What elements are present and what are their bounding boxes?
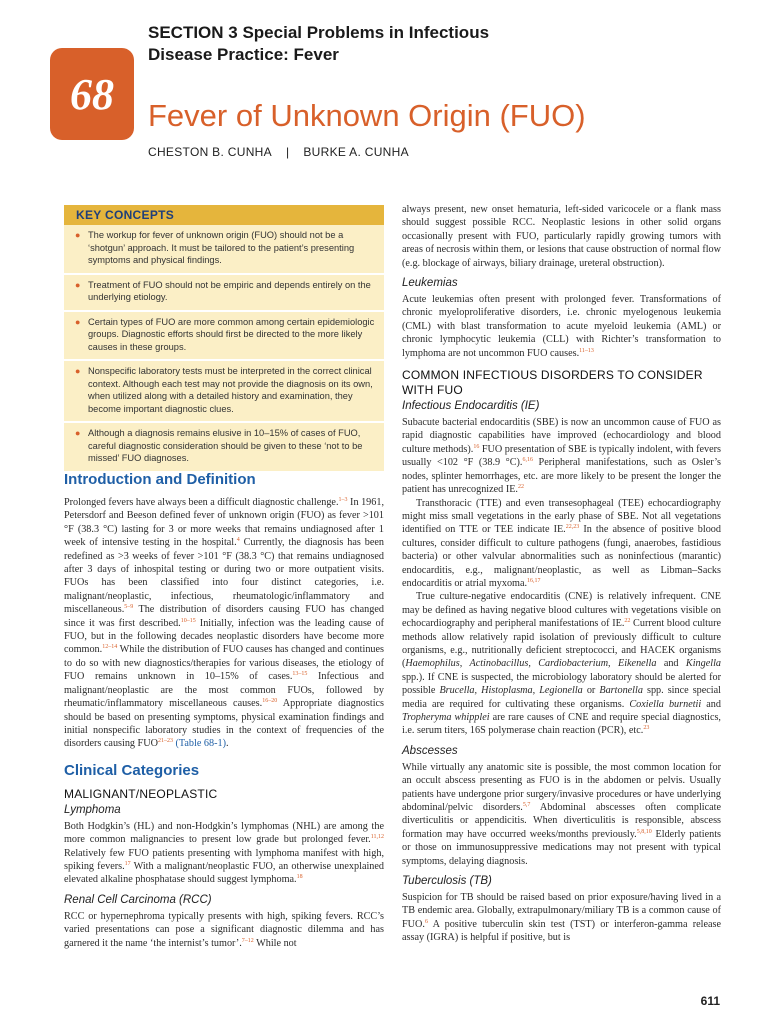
key-concept-item: ● Certain types of FUO are more common among certain epidemiologic groups. Diagnostic efforts should first be directed to the more likely causes in these groups. <box>64 312 384 362</box>
malignant-heading: MALIGNANT/NEOPLASTIC <box>64 786 218 801</box>
ie-paragraph-1: Subacute bacterial endocarditis (SBE) is now an uncommon cause of FUO as rapid diagnostic capabilities have improved (echocardiology and blood culture methods).$^{16}$ FUO presentation of SBE is typically indolent, with fevers usually <102 °F (38.9 °C).$^{6,16}$ Peripheral manifestations, such as Osler’s nodes, splinter hemorrhages, etc. are more likely to be present the longer the patient has unrecognized IE.$^{22}$ <box>402 417 722 496</box>
intro-heading: Introduction and Definition <box>64 471 256 488</box>
author-2: BURKE A. CUNHA <box>303 145 409 159</box>
chapter-title: Fever of Unknown Origin (FUO) <box>148 98 586 133</box>
ie-paragraph-3: True culture-negative endocarditis (CNE) is relatively infrequent. CNE may be defined as having negative blood cultures with vegetations visible on echocardiography and peripheral manifestations of IE.$^{22}$ Current blood culture methods allow relatively rapid isolation of previously difficult to culture organisms, e.g., nutritionally deficient streptococci, and HACEK organisms (Haemophilus, Actinobacillus, Cardiobacterium, Eikenella and Kingella spp.). If CNE is suspected, the microbiology laboratory should be alerted for possible Brucella, Histoplasma, Legionella or Bartonella spp. since special media are required for cultivating these organisms. Coxiella burnetii and Tropheryma whipplei are rare causes of CNE and require special diagnostics, i.e. serum titers, 16S polymerase chain reaction (PCR), etc.$^{23}$ <box>402 591 722 737</box>
rcc-heading: Renal Cell Carcinoma (RCC) <box>64 893 212 906</box>
right-column <box>402 203 721 945</box>
bullet-icon: ● <box>75 428 81 438</box>
ie-paragraph-2: Transthoracic (TTE) and even transesophageal (TEE) echocardiography might miss small vegetations in the early phase of SBE. Not all vegetations identified on TTE or TEE indicate IE.$^{22,23}$ In the absence of positive blood cultures, consider difficult to culture pathogens (fungi, anaerobes, fastidious bacteria) or other valvular abnormalities such as noninfectious (marantic) endocarditis, e.g., malignant/neoplastic, as well as Libman–Sacks endocarditis or atrial myxoma.$^{16,17}$ <box>402 497 721 589</box>
bullet-icon: ● <box>75 279 81 290</box>
intro-paragraph: Prolonged fevers have always been a difficult diagnostic challenge.$^{1-3}$ In 1961, Petersdorf and Beeson defined fever of unknown origin (FUO) as fever >101 °F (38.3 °C) lasting for 3 or more weeks that remains undiagnosed after 1 week of intensive testing in the hospital.$^4$ Currently, the diagnosis has been redefined as >3 weeks of fever >101 °F (38.3 °C) that remains undiagnosed after 3 days of inhospital testing or during two or more outpatient visits. FUOs has been classified into four distinct categories, i.e. malignant/neoplastic, infectious, rheumatologic/inflammatory and miscellaneous.$^{5-9}$ The distribution of disorders causing FUO has changed since it was first described.$^{10-15}$ Initially, infection was the leading cause of FUO, but in the following decades neoplastic disorders have become more common.$^{12-14}$ While the distribution of FUO causes has changed and continues to do so with new diagnostics/therapies for various diseases, the etiology of FUO remains unknown in 10–15% of cases.$^{13-15}$ Infectious and malignant/neoplastic are the most common FUOs, followed by rheumatic/inflammatory miscellaneous causes.$^{16-20}$ Appropriate diagnostics should be based on presenting symptoms, physical examination findings and initial nonspecific laboratory studies in the context of frequencies of the disorders causing FUO$^{21-23}$ (Table 68-1). <box>64 497 385 750</box>
bullet-icon: ● <box>75 316 81 327</box>
key-concepts-box <box>64 205 384 473</box>
leukemias-heading: Leukemias <box>402 277 458 290</box>
clinical-categories-heading: Clinical Categories <box>64 761 200 779</box>
abscesses-heading: Abscesses <box>402 744 458 757</box>
infectious-disorders-heading: COMMON INFECTIOUS DISORDERS TO CONSIDER WITH FUO <box>402 368 703 398</box>
lymphoma-paragraph: Both Hodgkin’s (HL) and non-Hodgkin’s lymphomas (NHL) are among the more common malignancies to present low grade but prolonged fever.$^{11,12}$ Relatively few FUO patients presenting with lymphoma manifest with high, spiking fevers.$^{17}$ With a malignant/neoplastic FUO, an otherwise unexplained elevated alkaline phosphatase should suggest lymphoma.$^{18}$ <box>64 820 385 886</box>
rcc-paragraph: RCC or hypernephroma typically presents with high, spiking fevers. RCC’s varied presentations can pose a significant diagnostic dilemma and has garnered it the name ‘the internist’s tumor’.$^{7-12}$ While not <box>64 910 384 949</box>
tb-paragraph: Suspicion for TB should be raised based on prior exposure/having lived in a TB endemic area. Globally, extrapulmonary/miliary TB is a common cause of FUO.$^6$ A positive tuberculin skin test (TST) or interferon-gamma release assay (IGRA) is helpful if positive, but is <box>402 892 721 944</box>
author-separator: | <box>285 145 290 159</box>
key-concept-item: ● Treatment of FUO should not be empiric and depends entirely on the underlying etiology. <box>64 275 384 312</box>
chapter-number: 68 <box>70 69 114 119</box>
chapter-number-badge <box>50 48 134 140</box>
key-concept-item: ● The workup for fever of unknown origin (FUO) should not be a ‘shotgun’ approach. It must be tailored to the patient’s presenting symptoms and physical findings. <box>64 225 384 275</box>
rcc-continued-paragraph: always present, new onset hematuria, left-sided varicocele or a flank mass should suggest possible RCC. Neoplastic lesions in other solid organs occasionally present with FUO, particularly rapidly growing tumors with areas of necrosis within them, or lesions that cause obstruction of normal flow (e.g. blockage of airways, biliary drainage, ureteral obstruction). <box>402 204 721 269</box>
tb-heading: Tuberculosis (TB) <box>402 875 492 888</box>
section-label <box>148 22 708 66</box>
key-concept-item: ● Although a diagnosis remains elusive in 10–15% of cases of FUO, careful diagnostic consideration should be given to these ‘not to be missed’ FUO diagnoses. <box>64 423 384 473</box>
key-concepts-heading: KEY CONCEPTS <box>64 205 384 225</box>
authors <box>148 145 708 159</box>
key-concept-item: ● Nonspecific laboratory tests must be interpreted in the correct clinical context. Although each test may not provide the diagnosis on its own, when utilized along with a detailed history and examination, they become important diagnostic clues. <box>64 361 384 423</box>
bullet-icon: ● <box>75 230 81 240</box>
lymphoma-heading: Lymphoma <box>64 803 121 816</box>
table-link[interactable]: (Table 68-1) <box>175 738 226 750</box>
page-number: 611 <box>700 994 720 1008</box>
left-column <box>64 470 384 950</box>
section-line-1: SECTION 3 Special Problems in Infectious <box>148 23 490 42</box>
bullet-icon: ● <box>75 366 81 376</box>
leukemias-paragraph: Acute leukemias often present with prolonged fever. Transformations of chronic myeloproliferative disorders, i.e. chronic myelogenous leukemia (CML) with blast transformation to acute myeloid leukemia (AML) or chronic lymphocytic leukemia (CLL) with Richter’s transformation to lymphoma are not uncommon FUO causes.$^{11-13}$ <box>402 294 721 359</box>
abscesses-paragraph: While virtually any anatomic site is possible, the most common location for an occult abscess presenting as FUO is in the abdomen or pelvis. Usually patients have undergone prior surgery/invasive procedures or have underlying abdominal/pelvic disorders.$^{5,7}$ Abdominal abscesses often complicate diverticulitis or appendicitis. When diverticulitis is responsible, abscess formation may have occurred weeks/months previously.$^{5,8,10}$ Elderly patients or those on immunosuppressive medications may not present with typical symptoms, delaying diagnosis. <box>402 761 721 867</box>
author-1: CHESTON B. CUNHA <box>148 145 272 159</box>
ie-heading: Infectious Endocarditis (IE) <box>402 400 540 413</box>
section-line-2: Disease Practice: Fever <box>148 45 339 64</box>
